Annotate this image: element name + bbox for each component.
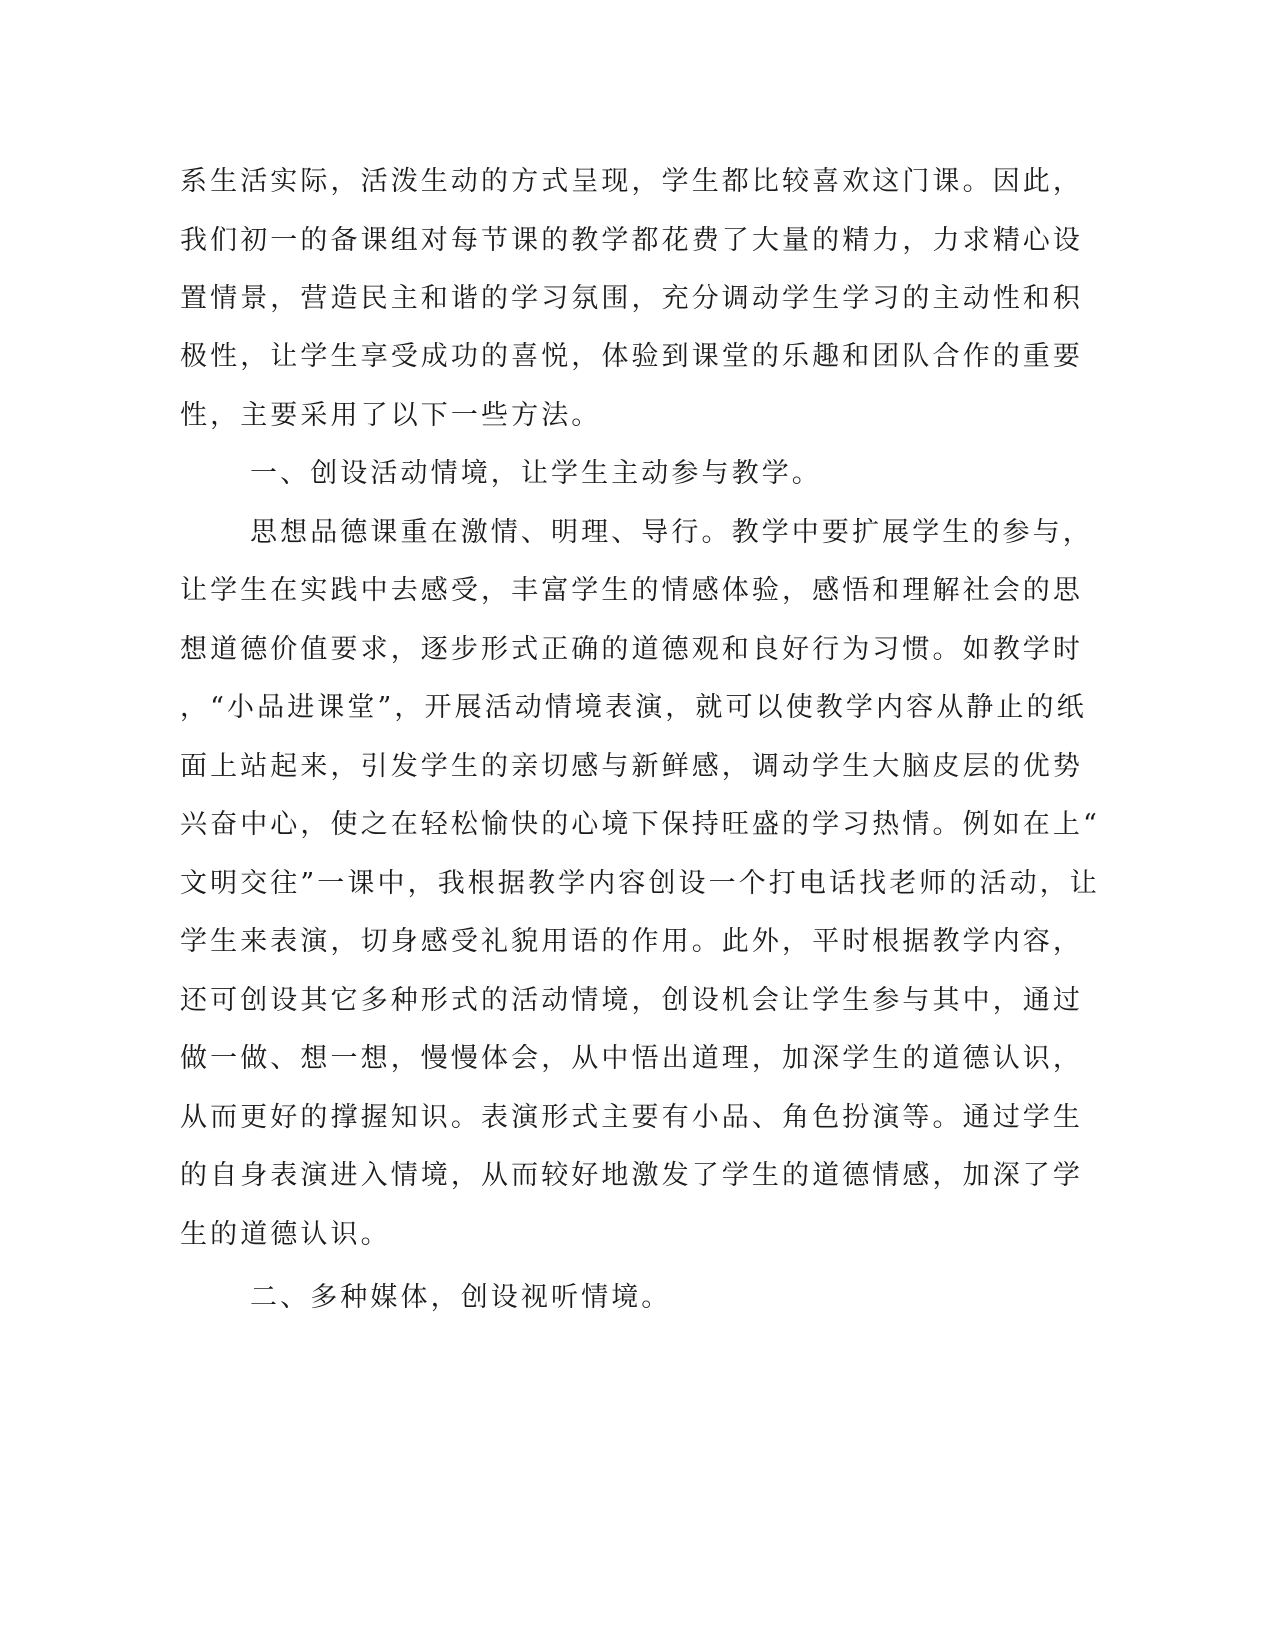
- text-line: 让学生在实践中去感受，丰富学生的情感体验，感悟和理解社会的思: [180, 575, 1083, 606]
- text-line: 从而更好的撑握知识。表演形式主要有小品、角色扮演等。通过学生: [180, 1102, 1083, 1133]
- text-line: 置情景，营造民主和谐的学习氛围，充分调动学生学习的主动性和积: [180, 283, 1083, 314]
- section-heading-2: 二、多种媒体，创设视听情境。: [250, 1282, 672, 1313]
- text-line: 学生来表演，切身感受礼貌用语的作用。此外，平时根据教学内容，: [180, 926, 1083, 957]
- text-line: 想道德价值要求，逐步形式正确的道德观和良好行为习惯。如教学时: [180, 634, 1083, 665]
- text-line: 我们初一的备课组对每节课的教学都花费了大量的精力，力求精心设: [180, 225, 1083, 256]
- text-line: 还可创设其它多种形式的活动情境，创设机会让学生参与其中，通过: [180, 985, 1083, 1016]
- text-line: 做一做、想一想，慢慢体会，从中悟出道理，加深学生的道德认识，: [180, 1043, 1083, 1074]
- text-line: 性，主要采用了以下一些方法。: [180, 400, 602, 431]
- section-heading-1: 一、创设活动情境，让学生主动参与教学。: [250, 458, 822, 489]
- text-line: ，“小品进课堂”，开展活动情境表演，就可以使教学内容从静止的纸: [180, 692, 1087, 723]
- text-line: 面上站起来，引发学生的亲切感与新鲜感，调动学生大脑皮层的优势: [180, 751, 1083, 782]
- text-line: 兴奋中心，使之在轻松愉快的心境下保持旺盛的学习热情。例如在上“: [180, 809, 1100, 840]
- text-line: 生的道德认识。: [180, 1219, 391, 1250]
- text-line: 系生活实际，活泼生动的方式呈现，学生都比较喜欢这门课。因此，: [180, 166, 1083, 197]
- text-line: 思想品德课重在激情、明理、导行。教学中要扩展学生的参与，: [250, 517, 1093, 548]
- text-line: 的自身表演进入情境，从而较好地激发了学生的道德情感，加深了学: [180, 1160, 1083, 1191]
- text-line: 极性，让学生享受成功的喜悦，体验到课堂的乐趣和团队合作的重要: [180, 341, 1083, 372]
- text-line: 文明交往”一课中，我根据教学内容创设一个打电话找老师的活动，让: [180, 868, 1100, 899]
